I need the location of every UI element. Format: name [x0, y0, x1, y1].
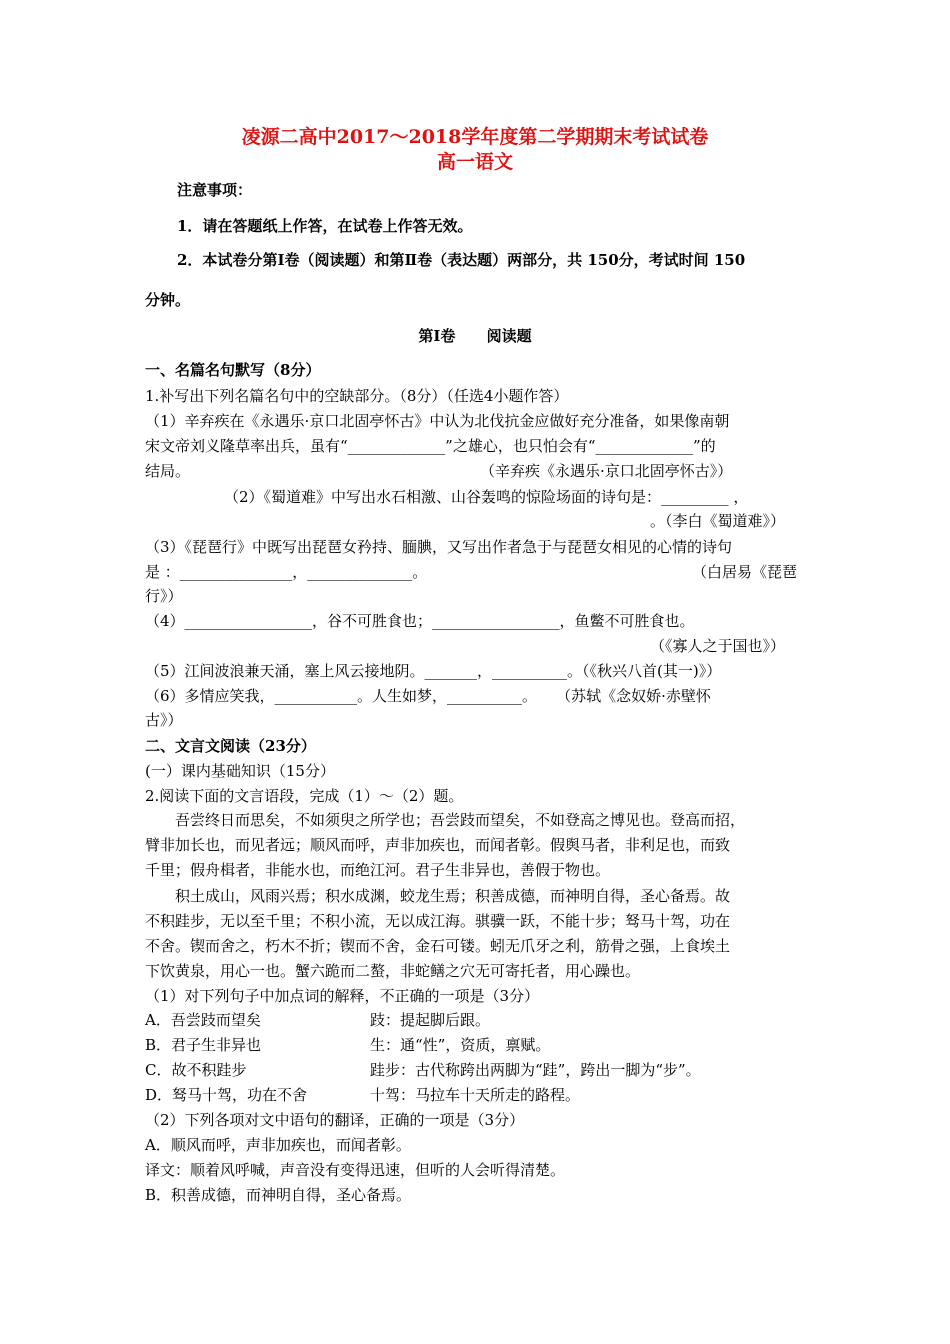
sub-question-2: （2）下列各项对文中语句的翻译，正确的一项是（3分） — [145, 1111, 525, 1129]
q1-line-6: （3）《琵琶行》中既写出琵琶女矜持、腼腆，又写出作者急于与琵琶女相见的心情的诗句 — [145, 538, 733, 556]
q1-line-4: （2）《蜀道难》中写出水石相激、山谷轰鸣的惊险场面的诗句是：_________ ， — [224, 488, 749, 506]
q1-line-11: （5）江间波浪兼天涌，塞上风云接地阴。_______，__________。（《秋兴八首(其一)》） — [145, 662, 722, 680]
translation-b: B．积善成德，而神明自得，圣心备焉。 — [145, 1186, 412, 1204]
passage-p2-line-3: 不舍。锲而舍之，朽木不折；锲而不舍，金石可镂。蚓无爪牙之利，筋骨之强，上食埃土 — [145, 937, 731, 955]
passage-p2-line-1: 积土成山，风雨兴焉；积水成渊，蛟龙生焉；积善成德，而神明自得，圣心备焉。故 — [175, 887, 731, 905]
question-1: 1.补写出下列名篇名句中的空缺部分。（8分）（任选4小题作答） — [145, 387, 569, 405]
translation-a-text: 译文：顺着风呼喊，声音没有变得迅速，但听的人会听得清楚。 — [145, 1161, 566, 1179]
passage-p1-line-3: 千里；假舟楫者，非能水也，而绝江河。君子生非异也，善假于物也。 — [145, 861, 611, 879]
option-b-gloss: 生：通“性”，资质，禀赋。 — [370, 1036, 551, 1054]
translation-a: A．顺风而呼，声非加疾也，而闻者彰。 — [145, 1136, 411, 1154]
q1-line-2: 宋文帝刘义隆草率出兵，虽有“_____________”之雄心，也只怕会有“_____________”的 — [145, 437, 716, 455]
option-d-gloss: 十驾：马拉车十天所走的路程。 — [370, 1086, 581, 1104]
sub-question-1: （1）对下列句子中加点词的解释，不正确的一项是（3分） — [145, 987, 540, 1005]
notice-heading: 注意事项： — [177, 181, 253, 199]
notice-item-1: 1．请在答题纸上作答，在试卷上作答无效。 — [177, 217, 473, 235]
passage-p2-line-2: 不积跬步，无以至千里；不积小流，无以成江海。骐骥一跃，不能十步；驽马十驾，功在 — [145, 912, 731, 930]
q1-line-9: （4）_________________，谷不可胜食也；_________________，鱼鳖不可胜食也。 — [145, 612, 695, 630]
section2-sub-1: (一）课内基础知识（15分） — [145, 762, 335, 780]
option-b: B．君子生非异也 — [145, 1036, 262, 1054]
exam-subtitle: 高一语文 — [436, 151, 513, 173]
q1-line-3: 结局。 — [145, 462, 191, 480]
q1-line-8: 行》） — [145, 587, 183, 605]
question-2: 2.阅读下面的文言语段，完成（1）～（2）题。 — [145, 787, 464, 805]
q1-line-1: （1）辛弃疾在《永遇乐·京口北固亭怀古》中认为北伐抗金应做好充分准备，如果像南朝 — [145, 412, 730, 430]
passage-p1-line-1: 吾尝终日而思矣，不如须臾之所学也；吾尝跂而望矣，不如登高之博见也。登高而招， — [175, 811, 746, 829]
option-a: A．吾尝跂而望矣 — [145, 1011, 261, 1029]
section1-heading: 一、名篇名句默写（8分） — [145, 361, 321, 379]
q1-source-1: （辛弃疾《永遇乐·京口北固亭怀古》） — [480, 462, 733, 480]
q1-line-10: （《寡人之于国也》） — [650, 637, 786, 655]
option-c: C．故不积跬步 — [145, 1061, 247, 1079]
section2-heading: 二、文言文阅读（23分） — [145, 737, 316, 755]
notice-item-2: 2．本试卷分第Ⅰ卷（阅读题）和第Ⅱ卷（表达题）两部分，共 150分，考试时间 150 — [177, 251, 746, 269]
q1-line-13: 古》） — [145, 711, 183, 729]
q1-line-12: （6）多情应笑我，___________。人生如梦，__________。 （苏轼《念奴娇·赤壁怀 — [145, 687, 711, 705]
q1-line-7: 是 ：_______________，______________。 — [145, 563, 428, 581]
passage-p1-line-2: 臂非加长也，而见者远；顺风而呼，声非加疾也，而闻者彰。假舆马者，非利足也，而致 — [145, 836, 731, 854]
notice-item-2-cont: 分钟。 — [145, 291, 191, 309]
passage-p2-line-4: 下饮黄泉，用心一也。蟹六跪而二螯，非蛇鳝之穴无可寄托者，用心躁也。 — [145, 962, 641, 980]
option-a-gloss: 跂：提起脚后跟。 — [370, 1011, 491, 1029]
option-d: D．驽马十驾，功在不舍 — [145, 1086, 308, 1104]
exam-title: 凌源二高中2017～2018学年度第二学期期末考试试卷 — [241, 126, 709, 148]
q1-source-3: （白居易《琵琶 — [692, 563, 798, 581]
q1-line-5: 。（李白《蜀道难》） — [650, 512, 786, 530]
part1-heading: 第Ⅰ卷 阅读题 — [418, 327, 532, 345]
option-c-gloss: 跬步：古代称跨出两脚为“跬”，跨出一脚为“步”。 — [370, 1061, 701, 1079]
